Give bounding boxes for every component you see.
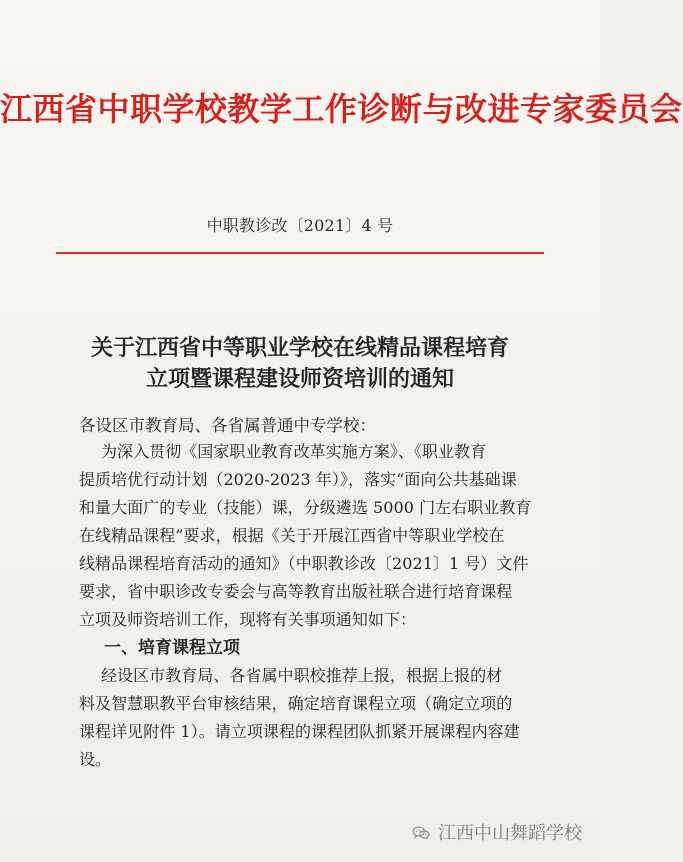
watermark-label: 江西中山舞蹈学校 [438,823,582,843]
letterhead-title: 江西省中职学校教学工作诊断与改进专家委员会 [0,90,683,128]
body-line: 为深入贯彻《国家职业教育改革实施方案》、《职业教育 [101,442,487,461]
section-line: 料及智慧职教平台审核结果，确定培育课程立项（确定立项的 [79,694,513,713]
body-line: 在线精品课程”要求，根据《关于开展江西省中等职业学校在 [79,526,505,545]
wechat-icon [412,825,430,841]
body-line: 和量大面广的专业（技能）课，分级遴选 5000 门左右职业教育 [79,498,532,517]
section-line: 课程详见附件 1）。请立项课程的课程团队抓紧开展课程内容建 [79,722,520,741]
section-line: 设。 [79,750,112,769]
body-line: 线精品课程培育活动的通知》（中职教诊改〔2021〕1 号）文件 [79,554,529,573]
document-number: 中职教诊改〔2021〕4 号 [206,216,394,235]
body-line: 提质培优行动计划（2020-2023 年）》，落实“面向公共基础课 [79,470,517,489]
section-line: 经设区市教育局、各省属中职校推荐上报，根据上报的材 [101,666,503,685]
watermark [412,824,582,842]
notice-title-line-2: 立项暨课程建设师资培训的通知 [145,366,454,392]
notice-title [56,333,544,395]
red-divider [56,252,544,254]
notice-title-line-1: 关于江西省中等职业学校在线精品课程培育 [90,335,509,361]
addressee-line: 各设区市教育局、各省属普通中专学校： [79,416,376,435]
section-heading: 一、培育课程立项 [104,638,240,658]
body-line: 要求，省中职诊改专委会与高等教育出版社联合进行培育课程 [79,582,513,601]
body-line: 立项及师资培训工作，现将有关事项通知如下： [79,610,417,629]
